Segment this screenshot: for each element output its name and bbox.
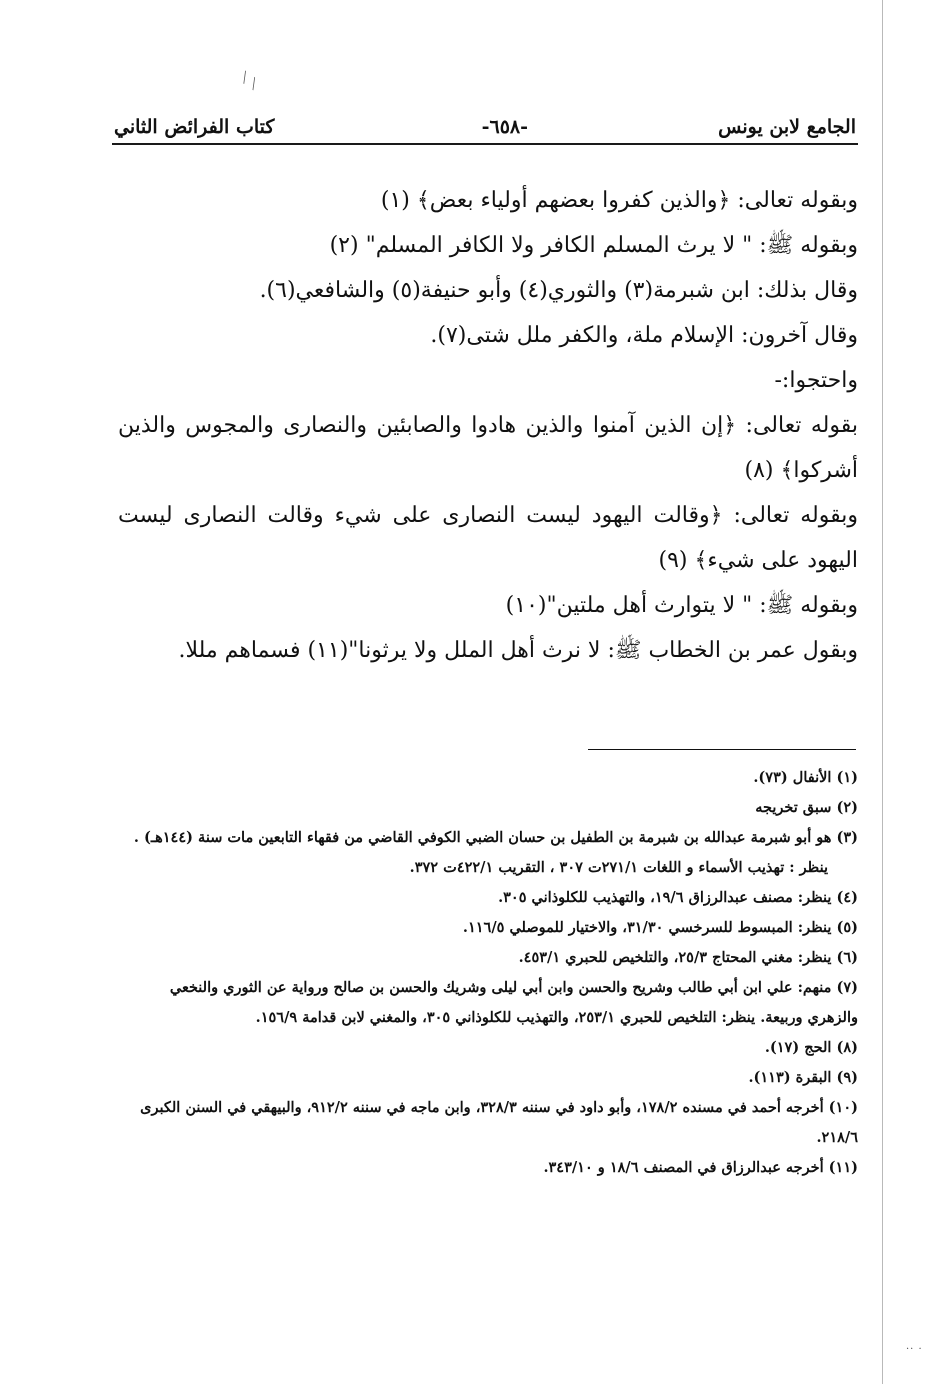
footnote: (٧) منهم: علي ابن أبي طالب وشريح والحسن وابن أبي ليلى وشريك والحسن بن صالح ورواية عن الثوري والنخعي والزهري وربيعة. ينظر: التلخيص للحبري ٢٥٣/١، والتهذيب للكلوذاني ٣٠٥، والمغني لابن قدامة ١٥٦/٩. <box>169 979 858 1026</box>
paragraph: وبقول عمر بن الخطاب ﷺ: لا نرث أهل الملل ولا يرثونا"(١١) فسماهم مللا. <box>178 638 858 663</box>
scan-mark: ╲ ╲ <box>238 71 260 92</box>
book-title: الجامع لابن يونس <box>718 116 856 138</box>
paragraph: بقوله تعالى: ﴿إن الذين آمنوا والذين هادوا والصابئين والنصارى والمجوس والذين أشركوا﴾ (٨) <box>118 413 858 483</box>
footnotes <box>118 763 858 1183</box>
scan-mark: ·· · <box>906 1344 923 1355</box>
paragraph: وبقوله ﷺ: " لا يتوارث أهل ملتين"(١٠) <box>505 593 858 618</box>
footnote: (٥) ينظر: المبسوط للسرخسي ٣١/٣٠، والاختيار للموصلي ١١٦/٥. <box>462 919 858 936</box>
main-text <box>118 178 858 673</box>
footnote: (١) الأنفال (٧٣). <box>753 769 858 786</box>
running-header <box>114 110 856 146</box>
page-number: -٦٥٨- <box>481 116 528 138</box>
paragraph: وبقوله تعالى: ﴿والذين كفروا بعضهم أولياء بعض﴾ (١) <box>380 188 858 213</box>
footnote: (١١) أخرجه عبدالرزاق في المصنف ١٨/٦ و ٣٤٣/١٠. <box>543 1159 858 1176</box>
paragraph: وقال بذلك: ابن شبرمة(٣) والثوري(٤) وأبو حنيفة(٥) والشافعي(٦). <box>259 278 858 303</box>
footnote: (٩) البقرة (١١٣). <box>748 1069 858 1086</box>
footnote: (١٠) أخرجه أحمد في مسنده ١٧٨/٢، وأبو داود في سننه ٣٢٨/٣، وابن ماجه في سننه ٩١٢/٢، والبيهقي في السنن الكبرى ٢١٨/٦. <box>140 1099 858 1146</box>
footnote-continuation: ينظر : تهذيب الأسماء و اللغات ٢٧١/١ت ٣٠٧ ، التقريب ٤٢٢/١ت ٣٧٢. <box>409 859 828 876</box>
header-rule <box>112 143 858 145</box>
footnote: (٦) ينظر: مغني المحتاج ٢٥/٣، والتلخيص للحبري ٤٥٣/١. <box>518 949 858 966</box>
chapter-title: كتاب الفرائض الثاني <box>114 116 275 138</box>
footnote: (٨) الحج (١٧). <box>764 1039 858 1056</box>
paragraph: وبقوله تعالى: ﴿وقالت اليهود ليست النصارى على شيء وقالت النصارى ليست اليهود على شيء﴾ (٩) <box>118 503 858 573</box>
paragraph: وقال آخرون: الإسلام ملة، والكفر ملل شتى(٧). <box>430 323 858 348</box>
footnote-separator <box>588 749 856 750</box>
page-edge-line <box>882 0 883 1384</box>
footnote: (٣) هو أبو شبرمة عبدالله بن شبرمة بن الطفيل بن حسان الضبي الكوفي القاضي من فقهاء التابعين مات سنة (١٤٤هـ) . <box>133 829 858 846</box>
paragraph: وبقوله ﷺ: " لا يرث المسلم الكافر ولا الكافر المسلم" (٢) <box>329 233 858 258</box>
footnote: (٤) ينظر: مصنف عبدالرزاق ١٩/٦، والتهذيب للكلوذاني ٣٠٥. <box>498 889 858 906</box>
paragraph: واحتجوا:- <box>774 368 858 393</box>
footnote: (٢) سبق تخريجه <box>755 799 858 816</box>
